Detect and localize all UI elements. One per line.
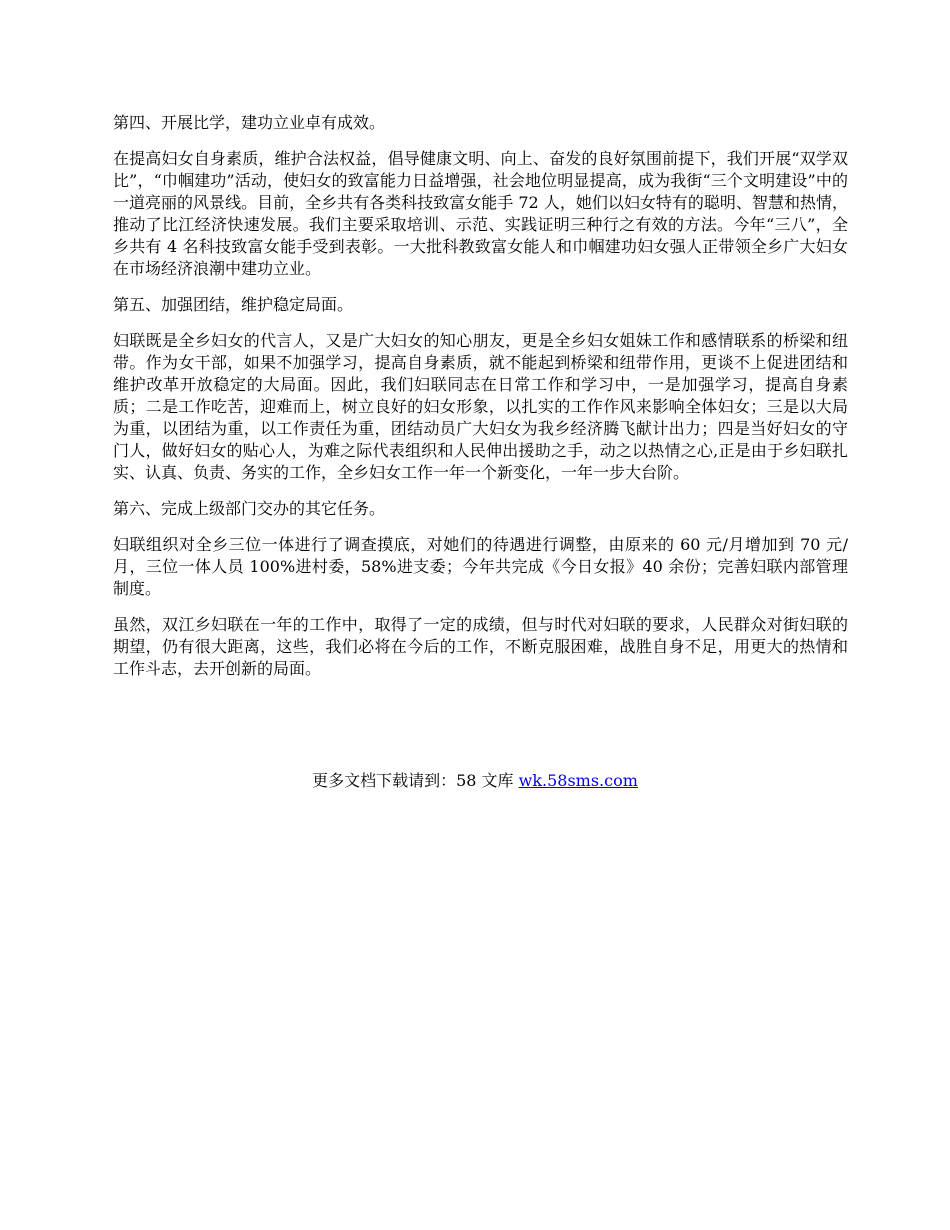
- document-body: [113, 112, 848, 694]
- download-footer: [0, 770, 950, 792]
- footer-link[interactable]: wk.58sms.com: [518, 771, 638, 790]
- section-heading-5: 第五、加强团结，维护稳定局面。: [113, 295, 354, 314]
- section-paragraph-6: 妇联组织对全乡三位一体进行了调查摸底，对她们的待遇进行调整，由原来的 60 元/月增加到 70 元/月，三位一体人员 100%进村委，58%进支委；今年共完成《今日女报》40 余份；完善妇联内部管理制度。: [113, 535, 848, 598]
- section-paragraph-4: 在提高妇女自身素质，维护合法权益，倡导健康文明、向上、奋发的良好氛围前提下，我们开展“双学双比”，“巾帼建功”活动，使妇女的致富能力日益增强，社会地位明显提高，成为我街“三个文明建设”中的一道亮丽的风景线。目前，全乡共有各类科技致富女能手 72 人，她们以妇女特有的聪明、智慧和热情，推动了比江经济快速发展。我们主要采取培训、示范、实践证明三种行之有效的方法。今年“三八”，全乡共有 4 名科技致富女能手受到表彰。一大批科教致富女能人和巾帼建功妇女强人正带领全乡广大妇女在市场经济浪潮中建功立业。: [113, 149, 848, 278]
- section-heading-4: 第四、开展比学，建功立业卓有成效。: [113, 113, 386, 132]
- section-paragraph-5: 妇联既是全乡妇女的代言人，又是广大妇女的知心朋友，更是全乡妇女姐妹工作和感情联系的桥梁和纽带。作为女干部，如果不加强学习，提高自身素质，就不能起到桥梁和纽带作用，更谈不上促进团结和维护改革开放稳定的大局面。因此，我们妇联同志在日常工作和学习中，一是加强学习，提高自身素质；二是工作吃苦，迎难而上，树立良好的妇女形象，以扎实的工作作风来影响全体妇女；三是以大局为重，以团结为重，以工作责任为重，团结动员广大妇女为我乡经济腾飞献计出力；四是当好妇女的守门人，做好妇女的贴心人，为难之际代表组织和人民伸出援助之手，动之以热情之心,正是由于乡妇联扎实、认真、负责、务实的工作，全乡妇女工作一年一个新变化，一年一步大台阶。: [113, 331, 848, 482]
- footer-prefix: 更多文档下载请到：58 文库: [312, 771, 519, 790]
- closing-paragraph: 虽然，双江乡妇联在一年的工作中，取得了一定的成绩，但与时代对妇联的要求，人民群众对街妇联的期望，仍有很大距离，这些，我们必将在今后的工作，不断克服困难，战胜自身不足，用更大的热情和工作斗志，去开创新的局面。: [113, 615, 848, 678]
- section-heading-6: 第六、完成上级部门交办的其它任务。: [113, 499, 386, 518]
